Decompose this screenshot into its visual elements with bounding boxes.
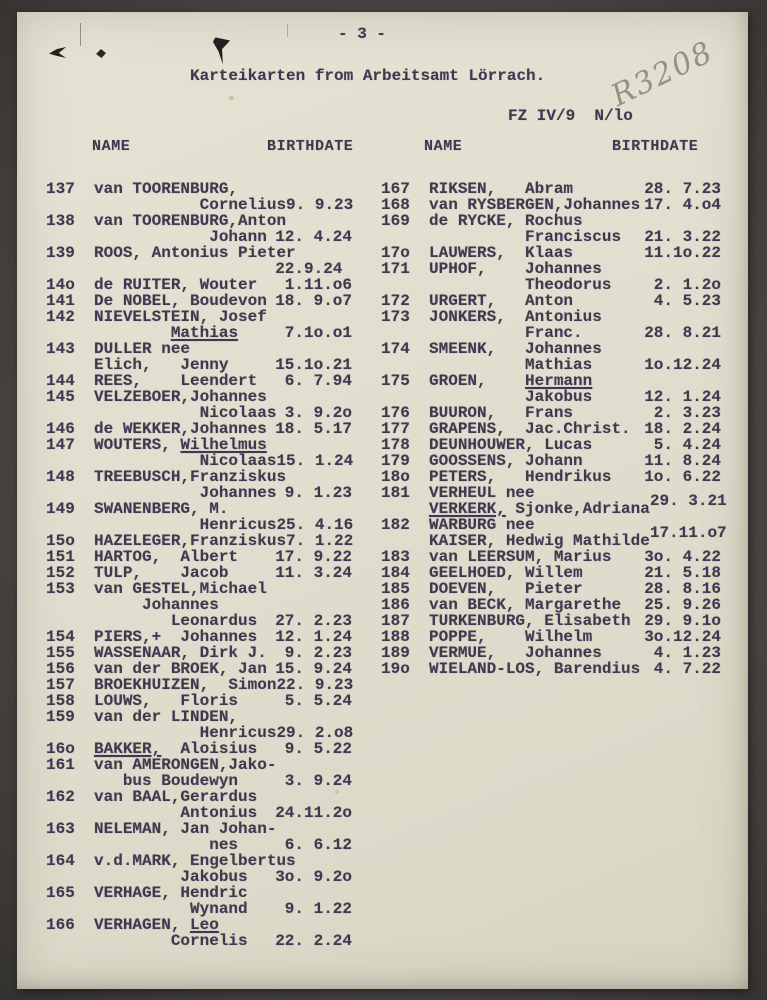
register-line	[46, 933, 352, 949]
entry-text: Henricus	[46, 724, 277, 742]
entry-birthdate: 3o.12.24	[644, 628, 721, 646]
entry-text: 177 GRAPENS, Jac.Christ.	[381, 420, 631, 438]
register-line	[46, 821, 352, 837]
entry-birthdate: 15. 9.24	[275, 660, 352, 678]
entry-birthdate: 28. 8.16	[644, 580, 721, 598]
register-line	[381, 213, 721, 229]
register-line	[46, 533, 352, 549]
register-line	[381, 421, 721, 437]
paper-scratch	[80, 23, 81, 46]
underlined-name: Wilhelmus	[180, 436, 267, 454]
register-line	[46, 453, 352, 469]
entry-birthdate: 17.11.o7	[649, 524, 727, 542]
entry-text: Jakobus	[46, 868, 248, 886]
entry-text: 19o WIELAND-LOS, Barendius	[381, 660, 641, 678]
paper-scratch	[287, 24, 288, 37]
register-line	[46, 709, 352, 725]
register-line	[46, 229, 352, 245]
register-column-right	[381, 180, 727, 678]
ink-mark-dot	[96, 49, 106, 58]
entry-text: 169 de RYCKE, Rochus	[381, 212, 583, 230]
entry-birthdate: 12. 1.24	[275, 628, 352, 646]
document-title: Karteikarten from Arbeitsamt Lörrach.	[190, 67, 546, 85]
register-line	[46, 437, 352, 453]
entry-text: Mathias	[381, 356, 593, 374]
register-line	[46, 645, 352, 661]
register-line	[381, 309, 721, 325]
entry-text: 187 TURKENBURG, Elisabeth	[381, 612, 631, 630]
entry-text: 139 ROOS, Antonius Pieter	[46, 244, 296, 262]
entry-birthdate: 21. 5.18	[644, 564, 721, 582]
entry-text: 164 v.d.MARK, Engelbertus	[46, 852, 296, 870]
page-number: - 3 -	[338, 25, 387, 43]
entry-text: Henricus	[46, 516, 277, 534]
paper-stain	[229, 96, 234, 100]
entry-text: 138 van TOORENBURG,Anton	[46, 212, 287, 230]
entry-birthdate: 5. 4.24	[653, 436, 721, 454]
entry-birthdate: 9. 2.23	[284, 644, 352, 662]
register-line	[381, 549, 721, 565]
register-line	[46, 661, 352, 677]
register-line	[46, 629, 352, 645]
entry-birthdate: 4. 1.23	[653, 644, 721, 662]
register-line	[46, 805, 352, 821]
register-line	[381, 389, 721, 405]
entry-text: 159 van der LINDEN,	[46, 708, 239, 726]
register-line	[381, 645, 721, 661]
register-line	[381, 357, 721, 373]
register-line	[46, 277, 352, 293]
entry-text: Nicolaas	[46, 404, 277, 422]
register-line	[46, 773, 352, 789]
entry-birthdate: 29. 3.21	[649, 492, 727, 510]
entry-text: Antonius	[46, 804, 258, 822]
register-line	[46, 613, 352, 629]
entry-text: Cornelis	[46, 932, 248, 950]
register-line	[381, 293, 721, 309]
entry-birthdate: 28. 7.23	[644, 180, 721, 198]
register-line	[381, 325, 721, 341]
column-header-birthdate-left: BIRTHDATE	[267, 138, 354, 155]
register-line	[381, 597, 721, 613]
entry-text: 16o BAKKER, Aloisius	[46, 740, 258, 758]
entry-text: 153 van GESTEL,Michael	[46, 580, 267, 598]
entry-birthdate: 18. 5.17	[275, 420, 352, 438]
entry-birthdate: 9. 1.23	[284, 484, 352, 502]
handwritten-annotation: R3208	[605, 34, 720, 114]
register-line	[46, 261, 352, 277]
entry-birthdate: 27. 2.23	[275, 612, 352, 630]
entry-text: 165 VERHAGE, Hendric	[46, 884, 248, 902]
entry-text: 175 GROEN, Hermann	[381, 372, 593, 390]
entry-birthdate: 22.9.24	[275, 260, 352, 278]
entry-text: 189 VERMUE, Johannes	[381, 644, 602, 662]
entry-text: 174 SMEENK, Johannes	[381, 340, 602, 358]
entry-text: Elich, Jenny	[46, 356, 229, 374]
entry-birthdate: 9. 5.22	[284, 740, 352, 758]
entry-text: 158 LOUWS, Floris	[46, 692, 239, 710]
entry-text: 166 VERHAGEN, Leo	[46, 916, 219, 934]
entry-text: 168 van RYSBERGEN,Johannes	[381, 196, 641, 214]
underlined-name: Leo	[190, 916, 219, 934]
register-line	[46, 869, 352, 885]
register-line	[46, 389, 352, 405]
entry-birthdate: 1o.12.24	[644, 356, 721, 374]
entry-birthdate: 15.1o.21	[275, 356, 352, 374]
entry-birthdate: 11. 8.24	[644, 452, 721, 470]
entry-birthdate: 2. 3.23	[653, 404, 721, 422]
entry-birthdate: 9. 9.23	[286, 196, 354, 214]
register-line	[46, 565, 352, 581]
entry-text: 151 HARTOG, Albert	[46, 548, 239, 566]
register-line	[46, 597, 352, 613]
underlined-name: VERKERK,	[429, 500, 506, 518]
underlined-name: Hermann	[525, 372, 593, 390]
entry-text: Johannes	[46, 596, 219, 614]
entry-text: 144 REES, Leendert	[46, 372, 258, 390]
register-line	[381, 565, 721, 581]
entry-text: 141 De NOBEL, Boudevon	[46, 292, 267, 310]
entry-text: 143 DULLER nee	[46, 340, 191, 358]
entry-birthdate: 11. 3.24	[275, 564, 352, 582]
entry-text: Cornelius	[46, 196, 287, 214]
register-line	[381, 405, 721, 421]
entry-text: bus Boudewyn	[46, 772, 239, 790]
ink-mark-arrow	[49, 47, 66, 59]
entry-birthdate: 29. 2.o8	[276, 724, 354, 742]
entry-text: 156 van der BROEK, Jan	[46, 660, 267, 678]
entry-birthdate: 4. 7.22	[653, 660, 721, 678]
column-header-birthdate-right: BIRTHDATE	[612, 138, 699, 155]
entry-birthdate: 3o. 4.22	[644, 548, 721, 566]
register-line	[46, 293, 352, 309]
register-line	[46, 341, 352, 357]
entry-text: 186 van BECK, Margarethe	[381, 596, 622, 614]
register-line	[46, 549, 352, 565]
entry-birthdate: 25. 4.16	[276, 516, 354, 534]
entry-text: 155 WASSENAAR, Dirk J.	[46, 644, 267, 662]
register-line	[46, 357, 352, 373]
entry-birthdate: 9. 1.22	[284, 900, 352, 918]
ink-blot	[211, 37, 231, 65]
register-line	[381, 613, 721, 629]
register-line	[46, 581, 352, 597]
register-line	[46, 181, 352, 197]
entry-text: 173 JONKERS, Antonius	[381, 308, 602, 326]
entry-birthdate: 18. 9.o7	[275, 292, 352, 310]
entry-text: 145 VELZEBOER,Johannes	[46, 388, 267, 406]
entry-birthdate: 5. 5.24	[284, 692, 352, 710]
entry-birthdate: 3. 9.2o	[284, 404, 352, 422]
entry-birthdate: 12. 1.24	[644, 388, 721, 406]
register-line	[381, 469, 721, 485]
entry-birthdate: 6. 6.12	[284, 836, 352, 854]
entry-text: 188 POPPE, Wilhelm	[381, 628, 593, 646]
entry-text	[46, 325, 238, 341]
entry-text: Wynand	[46, 900, 248, 918]
register-line	[46, 885, 352, 901]
register-line	[381, 229, 721, 245]
entry-text: 179 GOOSSENS, Johann	[381, 452, 583, 470]
entry-text: Franc.	[381, 324, 583, 342]
register-line	[46, 837, 352, 853]
register-line	[381, 437, 721, 453]
register-line	[46, 693, 352, 709]
underlined-name: BAKKER,	[94, 740, 162, 758]
entry-text: 157 BROEKHUIZEN, Simon	[46, 676, 277, 694]
entry-text: 171 UPHOF, Johannes	[381, 260, 602, 278]
register-line	[381, 181, 721, 197]
entry-birthdate: 22. 2.24	[275, 932, 352, 950]
register-line	[46, 725, 352, 741]
entry-birthdate: 4. 5.23	[653, 292, 721, 310]
column-header-name-right: NAME	[424, 138, 463, 155]
register-line	[381, 453, 721, 469]
entry-birthdate: 3o. 9.2o	[275, 868, 352, 886]
entry-birthdate: 25. 9.26	[644, 596, 721, 614]
entry-text: 14o de RUITER, Wouter	[46, 276, 258, 294]
register-line	[46, 405, 352, 421]
entry-text: 184 GEELHOED, Willem	[381, 564, 583, 582]
entry-birthdate: 28. 8.21	[644, 324, 721, 342]
entry-text: 18o PETERS, Hendrikus	[381, 468, 612, 486]
register-line	[46, 789, 352, 805]
register-line	[46, 309, 352, 325]
entry-text: 176 BUURON, Frans	[381, 404, 574, 422]
entry-birthdate: 7. 1.22	[286, 532, 354, 550]
entry-text: 152 TULP, Jacob	[46, 564, 229, 582]
register-line	[46, 197, 352, 213]
column-header-name-left: NAME	[92, 138, 131, 155]
entry-text: Johannes	[46, 484, 277, 502]
entry-text: KAISER, Hedwig Mathilde	[381, 532, 650, 550]
register-line	[46, 469, 352, 485]
register-line	[46, 421, 352, 437]
entry-text: nes	[46, 836, 239, 854]
entry-text: 149 SWANENBERG, M.	[46, 500, 229, 518]
register-line	[46, 325, 352, 341]
entry-birthdate: 21. 3.22	[644, 228, 721, 246]
register-line	[381, 197, 721, 213]
entry-text: VERKERK, Sjonke,Adriana	[429, 500, 650, 518]
entry-text: 137 van TOORENBURG,	[46, 180, 239, 198]
entry-birthdate: 29. 9.1o	[644, 612, 721, 630]
entry-text: 172 URGERT, Anton	[381, 292, 574, 310]
entry-text: 185 DOEVEN, Pieter	[381, 580, 583, 598]
entry-text: 162 van BAAL,Gerardus	[46, 788, 258, 806]
register-line	[46, 485, 352, 501]
entry-birthdate: 11.1o.22	[644, 244, 721, 262]
register-line	[381, 277, 721, 293]
entry-text: 183 van LEERSUM, Marius	[381, 548, 612, 566]
register-line	[46, 741, 352, 757]
entry-text: 163 NELEMAN, Jan Johan-	[46, 820, 277, 838]
register-line	[46, 245, 352, 261]
entry-birthdate: 2. 1.2o	[653, 276, 721, 294]
entry-birthdate: 18. 2.24	[644, 420, 721, 438]
entry-text: Leonardus	[46, 612, 258, 630]
register-line	[46, 373, 352, 389]
entry-birthdate: 6. 7.94	[284, 372, 352, 390]
entry-text: Jakobus	[381, 388, 593, 406]
register-line	[46, 917, 352, 933]
register-line	[46, 853, 352, 869]
register-column-left	[46, 181, 352, 949]
underlined-name: Mathias	[170, 324, 239, 342]
entry-text: Franciscus	[381, 228, 622, 246]
entry-text: 154 PIERS,+ Johannes	[46, 628, 258, 646]
register-line	[46, 501, 352, 517]
register-line	[46, 677, 352, 693]
entry-birthdate: 1o. 6.22	[644, 468, 721, 486]
entry-birthdate: 1.11.o6	[284, 276, 352, 294]
register-line	[46, 517, 352, 533]
entry-text: 147 WOUTERS, Wilhelmus	[46, 436, 267, 454]
register-line	[381, 661, 721, 677]
register-line	[381, 261, 721, 277]
register-line	[381, 629, 721, 645]
entry-text: 167 RIKSEN, Abram	[381, 180, 574, 198]
entry-birthdate: 3. 9.24	[284, 772, 352, 790]
entry-text: Johann	[46, 228, 267, 246]
entry-text: Nicolaas	[46, 452, 277, 470]
register-line	[381, 341, 721, 357]
entry-text: 178 DEUNHOUWER, Lucas	[381, 436, 593, 454]
reference-code: FZ IV/9 N/lo	[508, 107, 633, 125]
entry-text: 182 WARBURG nee	[381, 516, 535, 534]
entry-text: 148 TREEBUSCH,Franziskus	[46, 468, 287, 486]
entry-text: 17o LAUWERS, Klaas	[381, 244, 574, 262]
entry-text: 181 VERHEUL nee	[381, 484, 535, 502]
entry-text: 161 van AMERONGEN,Jako-	[46, 756, 277, 774]
entry-birthdate: 7.1o.o1	[284, 324, 352, 342]
entry-birthdate: 17. 9.22	[275, 548, 352, 566]
entry-birthdate: 15. 1.24	[276, 452, 354, 470]
entry-text: 142 NIEVELSTEIN, Josef	[46, 308, 267, 326]
entry-birthdate: 22. 9.23	[276, 676, 354, 694]
register-line	[381, 581, 721, 597]
entry-text: 146 de WEKKER,Johannes	[46, 420, 267, 438]
register-line	[381, 373, 721, 389]
entry-birthdate: 12. 4.24	[275, 228, 352, 246]
entry-text: 15o HAZELEGER,Franziskus	[46, 532, 287, 550]
entry-birthdate: 17. 4.o4	[644, 196, 721, 214]
register-line	[381, 245, 721, 261]
register-line	[46, 901, 352, 917]
register-line	[46, 757, 352, 773]
entry-birthdate: 24.11.2o	[275, 804, 352, 822]
entry-text: Theodorus	[381, 276, 612, 294]
register-line	[46, 213, 352, 229]
